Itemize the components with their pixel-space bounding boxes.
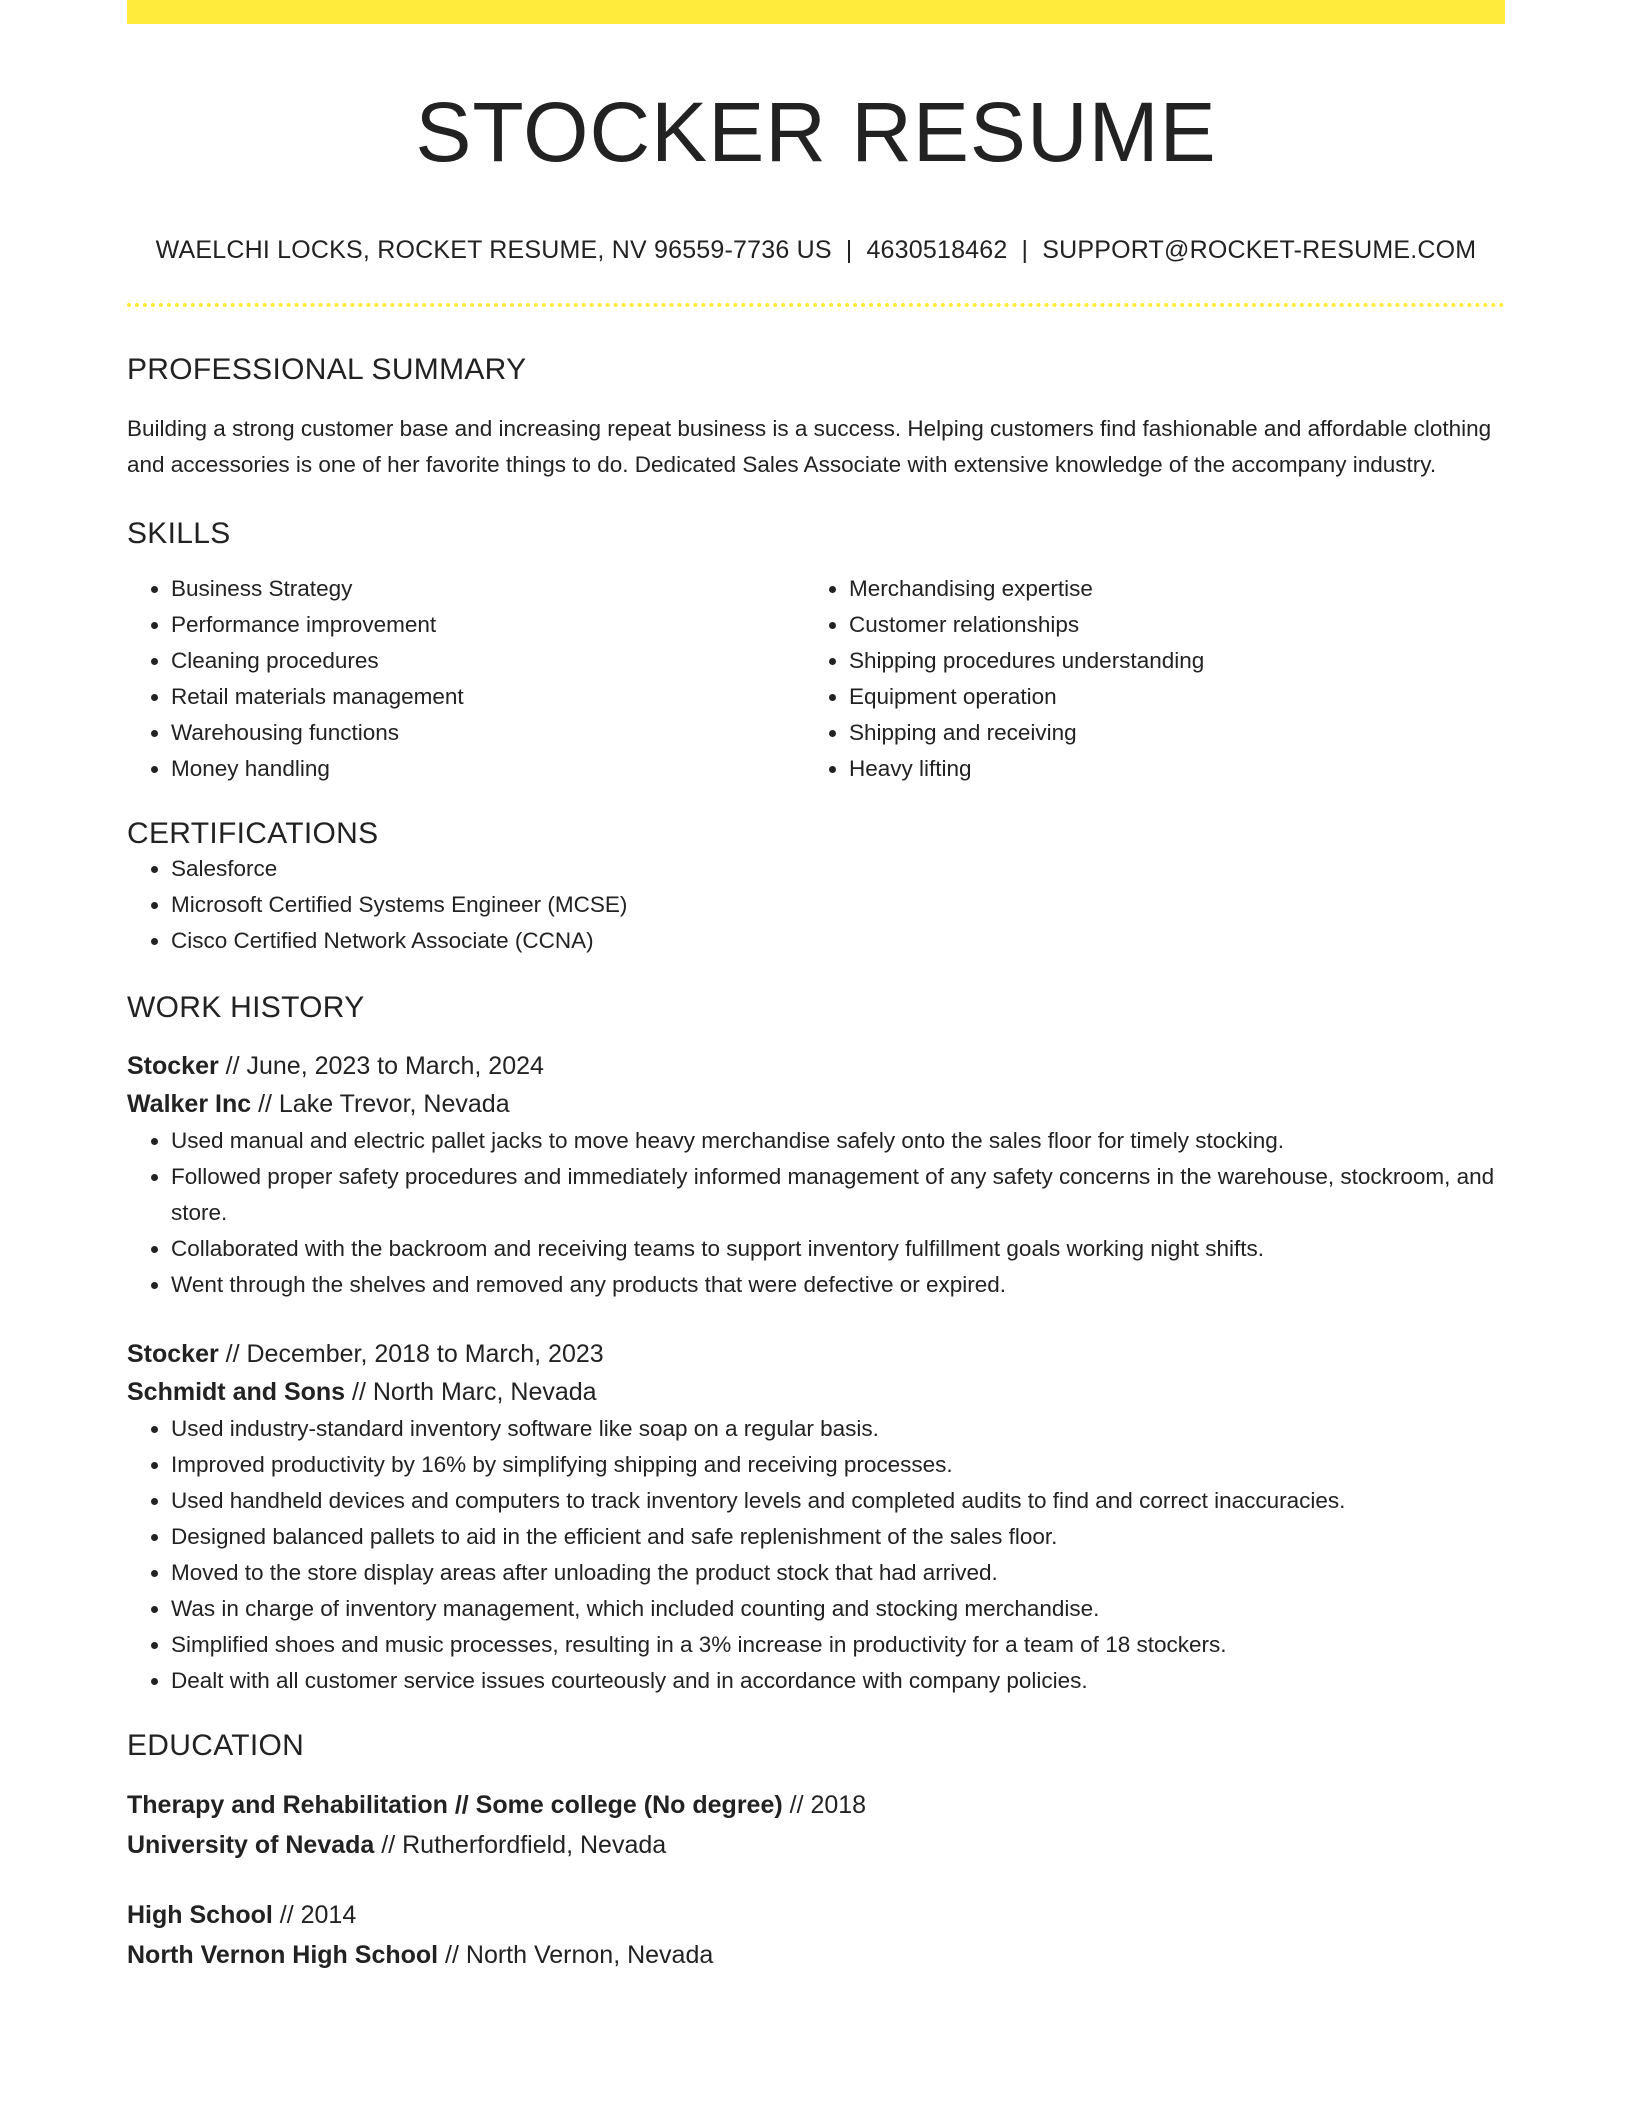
education-year: // 2014 xyxy=(272,1901,357,1930)
job-company: Walker Inc xyxy=(127,1090,252,1119)
education-location: // North Vernon, Nevada xyxy=(438,1941,714,1970)
skill-item: • Equipment operation xyxy=(849,679,1483,715)
job-bullet: • Was in charge of inventory management, which included counting and stocking merchandise. xyxy=(171,1591,1505,1627)
job-bullet: • Improved productivity by 16% by simplifying shipping and receiving processes. xyxy=(171,1447,1505,1483)
job-bullet: • Collaborated with the backroom and receiving teams to support inventory fulfillment goals working night shifts. xyxy=(171,1231,1505,1267)
work-history-heading: WORK HISTORY xyxy=(127,991,365,1025)
summary-heading: PROFESSIONAL SUMMARY xyxy=(127,353,527,387)
job-bullet: • Moved to the store display areas after unloading the product stock that had arrived. xyxy=(171,1555,1505,1591)
education-degree: High School xyxy=(127,1901,273,1930)
job-title-line xyxy=(127,1335,1505,1373)
education-entry xyxy=(127,1785,1505,1865)
education-degree-line xyxy=(127,1785,1505,1825)
contact-phone: 4630518462 xyxy=(866,236,1008,265)
skill-item: • Merchandising expertise xyxy=(849,571,1483,607)
job-bullet: • Went through the shelves and removed any products that were defective or expired. xyxy=(171,1267,1505,1303)
job-bullet: • Used handheld devices and computers to track inventory levels and completed audits to find and correct inaccuracies. xyxy=(171,1483,1505,1519)
education-year: // 2018 xyxy=(782,1791,867,1820)
job-company-line xyxy=(127,1085,1505,1123)
job-bullet: • Designed balanced pallets to aid in the efficient and safe replenishment of the sales floor. xyxy=(171,1519,1505,1555)
job-entry xyxy=(127,1047,1505,1303)
job-dates: // December, 2018 to March, 2023 xyxy=(218,1340,604,1369)
education-entry xyxy=(127,1895,1505,1975)
job-company: Schmidt and Sons xyxy=(127,1378,346,1407)
contact-separator: | xyxy=(1021,236,1029,265)
certifications-heading: CERTIFICATIONS xyxy=(127,817,379,851)
certifications-list xyxy=(127,851,1505,959)
skill-item: • Business Strategy xyxy=(171,571,805,607)
skill-item: • Warehousing functions xyxy=(171,715,805,751)
dotted-divider xyxy=(127,303,1505,307)
skill-item: • Heavy lifting xyxy=(849,751,1483,787)
job-location: // North Marc, Nevada xyxy=(345,1378,597,1407)
job-bullet: • Used industry-standard inventory software like soap on a regular basis. xyxy=(171,1411,1505,1447)
contact-address: WAELCHI LOCKS, ROCKET RESUME, NV 96559-7736 US xyxy=(155,236,832,265)
skills-right-list xyxy=(805,571,1483,787)
job-title: Stocker xyxy=(127,1340,219,1369)
certification-item: • Cisco Certified Network Associate (CCNA) xyxy=(171,923,1505,959)
education-school-line xyxy=(127,1935,1505,1975)
skill-item: • Retail materials management xyxy=(171,679,805,715)
education-school: North Vernon High School xyxy=(127,1941,439,1970)
education-school-line xyxy=(127,1825,1505,1865)
job-title: Stocker xyxy=(127,1052,219,1081)
skills-heading: SKILLS xyxy=(127,517,231,551)
skills-left-list xyxy=(127,571,805,787)
job-bullet: • Followed proper safety procedures and immediately informed management of any safety concerns in the warehouse, stockroom, and store. xyxy=(171,1159,1505,1231)
resume-page xyxy=(127,0,1505,1975)
job-title-line xyxy=(127,1047,1505,1085)
certification-item: • Microsoft Certified Systems Engineer (MCSE) xyxy=(171,887,1505,923)
skill-item: • Performance improvement xyxy=(171,607,805,643)
education-heading: EDUCATION xyxy=(127,1729,305,1763)
skill-item: • Shipping and receiving xyxy=(849,715,1483,751)
job-location: // Lake Trevor, Nevada xyxy=(251,1090,510,1119)
skill-item: • Money handling xyxy=(171,751,805,787)
job-bullet: • Used manual and electric pallet jacks to move heavy merchandise safely onto the sales floor for timely stocking. xyxy=(171,1123,1505,1159)
resume-title: STOCKER RESUME xyxy=(415,85,1217,179)
contact-line xyxy=(127,236,1505,265)
contact-email: SUPPORT@ROCKET-RESUME.COM xyxy=(1042,236,1477,265)
contact-separator: | xyxy=(845,236,853,265)
job-bullet: • Dealt with all customer service issues courteously and in accordance with company policies. xyxy=(171,1663,1505,1699)
skill-item: • Cleaning procedures xyxy=(171,643,805,679)
education-school: University of Nevada xyxy=(127,1831,375,1860)
skill-item: • Customer relationships xyxy=(849,607,1483,643)
job-bullet: • Simplified shoes and music processes, resulting in a 3% increase in productivity for a team of 18 stockers. xyxy=(171,1627,1505,1663)
education-degree-line xyxy=(127,1895,1505,1935)
accent-top-bar xyxy=(127,0,1505,24)
job-entry xyxy=(127,1335,1505,1699)
job-dates: // June, 2023 to March, 2024 xyxy=(218,1052,544,1081)
job-bullets xyxy=(127,1123,1505,1303)
education-degree: Therapy and Rehabilitation // Some college (No degree) xyxy=(127,1791,783,1820)
education-location: // Rutherfordfield, Nevada xyxy=(374,1831,667,1860)
certification-item: • Salesforce xyxy=(171,851,1505,887)
job-company-line xyxy=(127,1373,1505,1411)
summary-text: Building a strong customer base and increasing repeat business is a success. Helping customers find fashionable and affordable clothing and accessories is one of her favorite things to do. Dedicated Sales Associate with extensive knowledge of the accompany industry. xyxy=(127,416,1492,478)
job-bullets xyxy=(127,1411,1505,1699)
skill-item: • Shipping procedures understanding xyxy=(849,643,1483,679)
skills-grid xyxy=(127,571,1505,787)
